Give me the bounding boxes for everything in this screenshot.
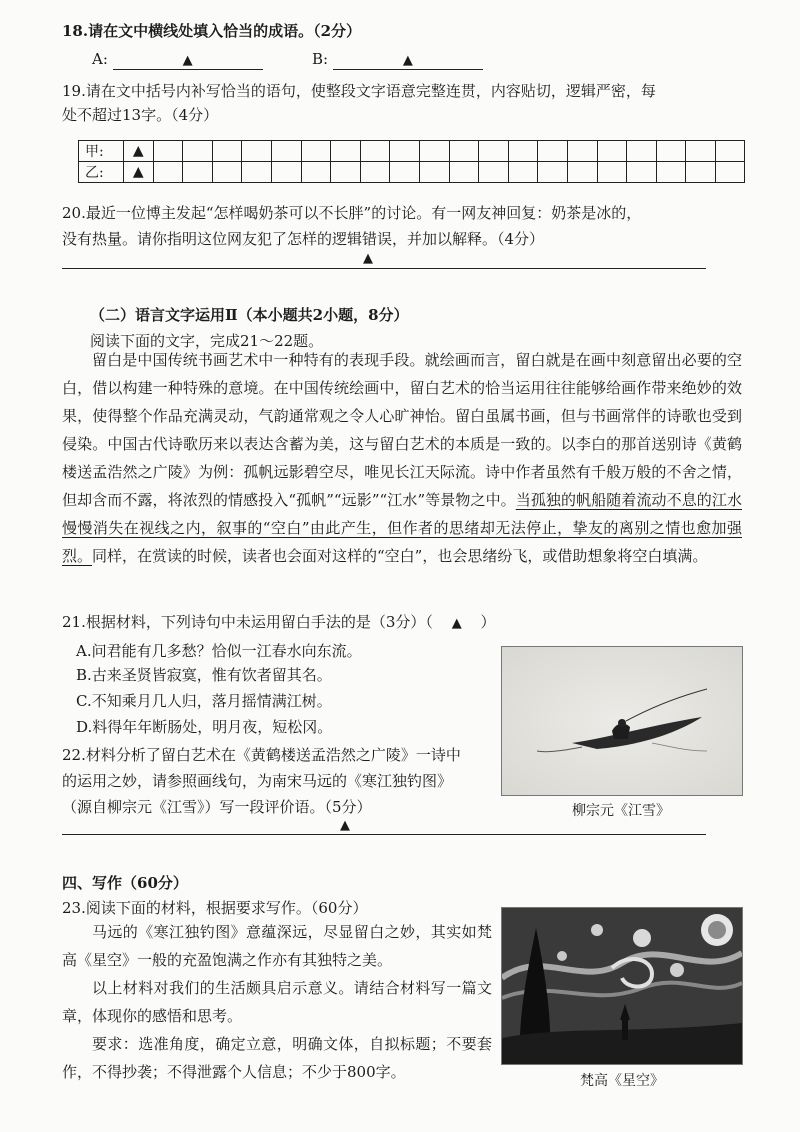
q21-option-a[interactable]: A.问君能有几多愁？恰似一江春水向东流。 — [76, 642, 362, 660]
q19-row1-mark: ▲ — [124, 141, 154, 162]
q22-stem-line1: 22.材料分析了留白艺术在《黄鹤楼送孟浩然之广陵》一诗中 — [62, 746, 461, 764]
q18-a-label: A: — [92, 50, 108, 68]
q18-b-mark: ▲ — [333, 53, 483, 70]
passage-underlined-sentence: 当孤独的帆船随着流动不息的江水慢慢消失在视线之内，叙事的“空白”由此产生，但作者的思绪却无法停止，挚友的离别之情也愈加强烈。 — [62, 491, 742, 565]
passage-text-before: 留白是中国传统书画艺术中一种特有的表现手段。就绘画而言，留白就是在画中刻意留出必要的空白，借以构建一种特殊的意境。在中国传统绘画中，留白艺术的恰当运用往往能够给画作带来绝妙的效果，使得整个作品充满灵动，气韵通常观之令人心旷神怡。留白虽属书画，但与书画常伴的诗歌也受到侵染。中国古代诗歌历来以表达含蓄为美，这与留白艺术的本质是一致的。以李白的那首送别诗《黄鹤楼送孟浩然之广陵》为例：孤帆远影碧空尽，唯见长江天际流。诗中作者虽然有千般万般的不舍之情，但却含而不露，将浓烈的情感投入“孤帆”“远影”“江水”等景物之中。 — [62, 351, 742, 509]
q21-stem-close: ） — [480, 613, 496, 631]
q23-stem: 23.阅读下面的材料，根据要求写作。（60分） — [62, 899, 368, 917]
q22-stem-line2: 的运用之妙，请参照画线句，为南宋马远的《寒江独钓图》 — [62, 772, 453, 790]
section4-heading: 四、写作（60分） — [62, 874, 188, 892]
q18-a-mark: ▲ — [113, 53, 263, 70]
q19-stem-line2: 处不超过13字。（4分） — [62, 106, 219, 124]
q19-stem-line1: 19.请在文中括号内补写恰当的语句，使整段文字语意完整连贯，内容贴切，逻辑严密，每 — [62, 82, 656, 100]
q23-material — [62, 918, 492, 1086]
q20-stem-line1: 20.最近一位博主发起“怎样喝奶茶可以不长胖”的讨论。有一网友神回复：奶茶是冰的， — [62, 204, 642, 222]
q23-para3: 要求：选准角度，确定立意，明确文体，自拟标题；不要套作，不得抄袭；不得泄露个人信息；不少于800字。 — [62, 1035, 492, 1081]
starry-night-image — [501, 907, 743, 1065]
starry-night-icon — [502, 908, 742, 1064]
q19-row1-label: 甲: — [79, 141, 124, 162]
boat-fisherman-icon — [502, 647, 742, 795]
starry-night-caption: 梵高《星空》 — [580, 1073, 664, 1089]
q18-stem: 18.请在文中横线处填入恰当的成语。（2分） — [62, 22, 362, 40]
q19-row-jia[interactable] — [79, 141, 745, 162]
q23-para1: 马远的《寒江独钓图》意蕴深远，尽显留白之妙，其实如梵高《星空》一般的充盈饱满之作亦有其独特之美。 — [62, 923, 492, 969]
q21-stem — [62, 611, 495, 632]
section2-instruction: 阅读下面的文字，完成21～22题。 — [90, 332, 324, 350]
q18-blank-a[interactable] — [92, 50, 263, 70]
q20-answer-line[interactable] — [62, 268, 706, 269]
q22-mark: ▲ — [340, 818, 350, 833]
q20-stem-line2: 没有热量。请你指明这位网友犯了怎样的逻辑错误，并加以解释。（4分） — [62, 230, 545, 248]
q19-row2-label: 乙: — [79, 162, 124, 183]
q21-stem-text: 21.根据材料，下列诗句中未运用留白手法的是（3分）（ — [62, 613, 433, 631]
section2-heading: （二）语言文字运用Ⅱ（本小题共2小题，8分） — [90, 306, 409, 324]
q21-option-d[interactable]: D.料得年年断肠处，明月夜，短松冈。 — [76, 718, 333, 736]
q19-answer-grid[interactable] — [78, 140, 745, 183]
q18-blank-b[interactable] — [312, 50, 483, 70]
q22-stem-line3: （源自柳宗元《江雪》）写一段评价语。（5分） — [62, 798, 372, 816]
fishing-painting-image — [501, 646, 743, 796]
q21-mark: ▲ — [451, 616, 462, 631]
q22-answer-line[interactable] — [62, 834, 706, 835]
q18-b-label: B: — [312, 50, 329, 68]
fishing-painting-caption: 柳宗元《江雪》 — [572, 803, 670, 819]
q21-option-b[interactable]: B.古来圣贤皆寂寞，惟有饮者留其名。 — [76, 666, 332, 684]
q21-option-c[interactable]: C.不知乘月几人归，落月摇情满江树。 — [76, 692, 332, 710]
q19-row2-mark: ▲ — [124, 162, 154, 183]
q20-mark: ▲ — [363, 251, 373, 266]
passage-text-after: 同样，在赏读的时候，读者也会面对这样的“空白”，也会思绪纷飞，或借助想象将空白填满。 — [92, 547, 708, 565]
passage — [62, 346, 742, 570]
q19-row-yi[interactable] — [79, 162, 745, 183]
q23-para2: 以上材料对我们的生活颇具启示意义。请结合材料写一篇文章，体现你的感悟和思考。 — [62, 979, 492, 1025]
